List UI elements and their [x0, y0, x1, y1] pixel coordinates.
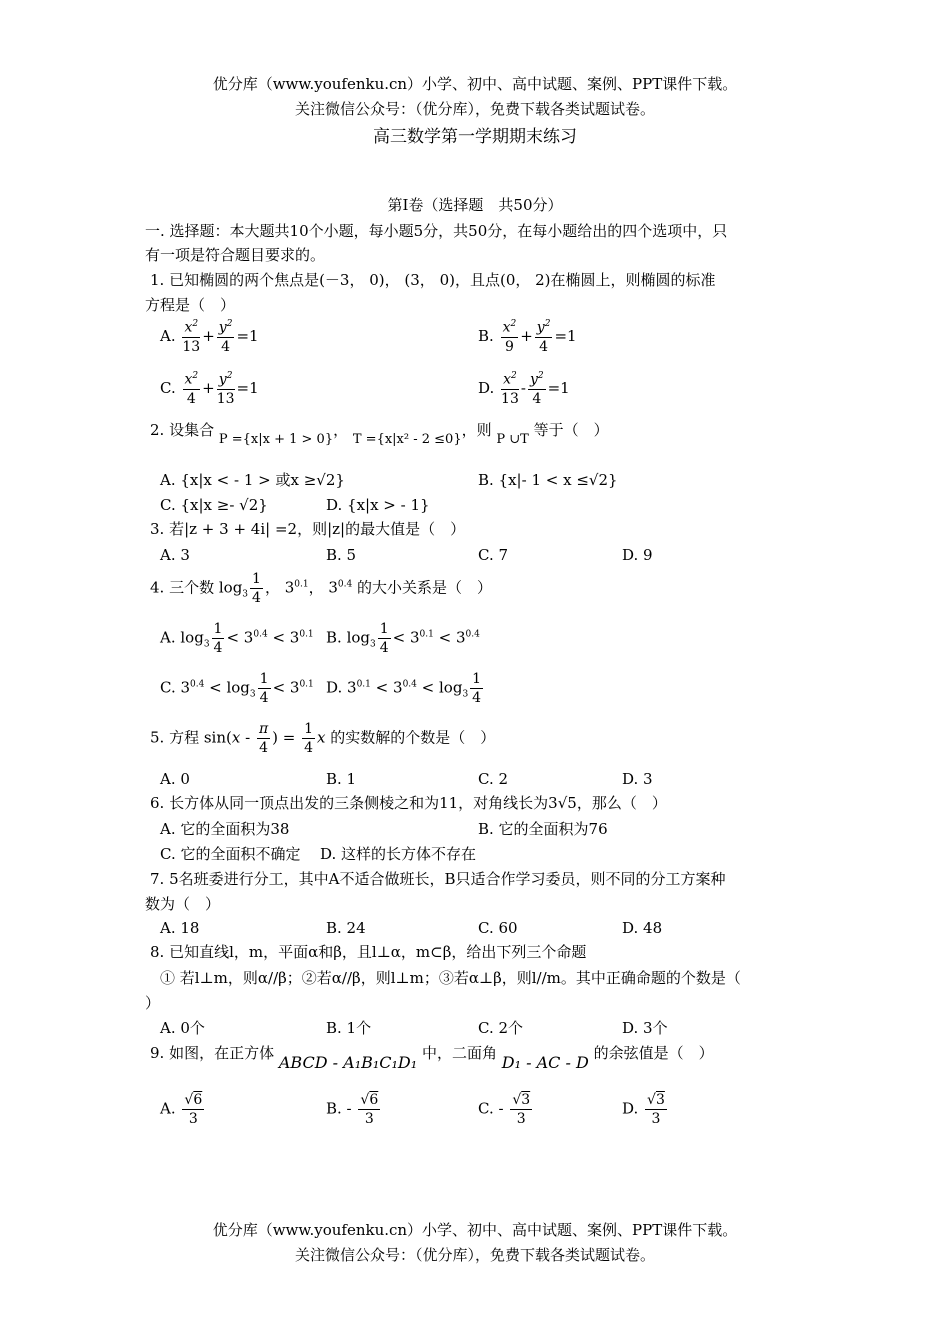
- q2-stem: 2. 设集合 P ={x|x + 1 > 0}， T ={x|x² - 2 ≤0}，则 P ∪T 等于（ ）: [150, 421, 609, 447]
- q7-option-d: D. 48: [622, 919, 663, 937]
- q5-stem: 5. 方程 sin(x - $\frac{\pi}{4}$ ) = $\frac{1}{4}$ x 的实数解的个数是（ ）: [150, 721, 496, 756]
- q8-stem-line-1: 8. 已知直线l，m，平面α和β，且l⊥α，m⊂β，给出下列三个命题: [150, 943, 587, 961]
- q9-stem: 9. 如图，在正方体 ABCD - A₁B₁C₁D₁ 中，二面角 D₁ - AC - D 的余弦值是（ ）: [150, 1044, 714, 1072]
- footer-line-2: 关注微信公众号：（优分库），免费下载各类试题试卷。: [294, 1246, 655, 1264]
- q6-option-c: C. 它的全面积不确定: [160, 845, 301, 863]
- q5-option-b: B. 1: [326, 770, 357, 788]
- q9-option-c: C. - $\frac{√3}{3}$: [478, 1092, 531, 1127]
- q2-option-c: C. {x|x ≥- √2}: [160, 496, 268, 514]
- q9-option-a: A. $\frac{√6}{3}$: [160, 1092, 203, 1127]
- q4-option-c: C. $3^{0.4} < \log_3$ $\frac{1}{4}$ < $3^{0.1}$: [160, 671, 314, 706]
- q1-stem-line-1: 1. 已知椭圆的两个焦点是(－3， 0)， (3， 0)，且点(0， 2)在椭圆上，则椭圆的标准: [150, 271, 716, 289]
- q4-option-a: A. $\log_3$ $\frac{1}{4}$ < $3^{0.4} < 3^{0.1}$: [160, 621, 314, 656]
- q8-option-c: C. 2个: [478, 1019, 524, 1037]
- q7-option-a: A. 18: [160, 919, 200, 937]
- q7-stem-line-2: 数为（ ）: [145, 895, 221, 913]
- q9-option-b: B. - $\frac{√6}{3}$: [326, 1092, 379, 1127]
- page-title: 高三数学第一学期期末练习: [373, 127, 577, 147]
- header-line-2: 关注微信公众号：（优分库），免费下载各类试题试卷。: [294, 100, 655, 118]
- q1-option-c: C. $\frac{x^2}{4}$ + $\frac{y^2}{13}$ =1: [160, 371, 259, 407]
- q1-stem-line-2: 方程是（ ）: [145, 296, 236, 314]
- q3-option-a: A. 3: [160, 546, 190, 564]
- q3-option-d: D. 9: [622, 546, 653, 564]
- q6-option-d: D. 这样的长方体不存在: [320, 845, 477, 863]
- q4-option-d: D. $3^{0.1} < 3^{0.4} < \log_3$ $\frac{1}{4}$: [326, 671, 482, 706]
- q3-option-c: C. 7: [478, 546, 509, 564]
- q1-option-d: D. $\frac{x^2}{13}$ - $\frac{y^2}{4}$ =1: [478, 371, 570, 407]
- q7-stem-line-1: 7. 5名班委进行分工，其中A不适合做班长，B只适合作学习委员，则不同的分工方案种: [150, 870, 726, 888]
- footer-line-1: 优分库（www.youfenku.cn）小学、初中、高中试题、案例、PPT课件下载。: [212, 1221, 738, 1239]
- q8-stem-line-2: ① 若l⊥m，则α//β；②若α//β，则l⊥m；③若α⊥β，则l//m。其中正确命题的个数是（: [160, 969, 741, 987]
- q2-option-b: B. {x|- 1 < x ≤√2}: [478, 471, 618, 489]
- q5-option-c: C. 2: [478, 770, 509, 788]
- q4-option-b: B. $\log_3$ $\frac{1}{4}$ < $3^{0.1} < 3^{0.4}$: [326, 621, 480, 656]
- q6-option-a: A. 它的全面积为38: [160, 820, 290, 838]
- instructions-line-1: 一. 选择题：本大题共10个小题，每小题5分，共50分，在每小题给出的四个选项中，只: [145, 222, 728, 240]
- q5-option-d: D. 3: [622, 770, 653, 788]
- q6-stem: 6. 长方体从同一顶点出发的三条侧棱之和为11，对角线长为3√5，那么（ ）: [150, 794, 667, 812]
- q8-option-d: D. 3个: [622, 1019, 668, 1037]
- q7-option-c: C. 60: [478, 919, 518, 937]
- section-title: 第I卷（选择题 共50分）: [387, 196, 563, 214]
- q5-option-a: A. 0: [160, 770, 190, 788]
- q3-option-b: B. 5: [326, 546, 357, 564]
- q7-option-b: B. 24: [326, 919, 366, 937]
- q8-option-b: B. 1个: [326, 1019, 372, 1037]
- q3-stem: 3. 若|z + 3 + 4i| =2，则|z|的最大值是（ ）: [150, 520, 466, 538]
- q9-option-d: D. $\frac{√3}{3}$: [622, 1092, 665, 1127]
- header-line-1: 优分库（www.youfenku.cn）小学、初中、高中试题、案例、PPT课件下载。: [212, 75, 738, 93]
- q4-stem: 4. 三个数 $\log_3$ $\frac{1}{4}$ ， $3^{0.1}$， $3^{0.4}$ 的大小关系是（ ）: [150, 571, 493, 606]
- q2-option-d: D. {x|x > - 1}: [326, 496, 430, 514]
- instructions-line-2: 有一项是符合题目要求的。: [145, 246, 326, 264]
- q6-option-b: B. 它的全面积为76: [478, 820, 608, 838]
- q8-stem-line-3: ）: [145, 994, 161, 1012]
- q1-option-a: A. $\frac{x^2}{13}$ + $\frac{y^2}{4}$ =1: [160, 319, 259, 355]
- q1-option-b: B. $\frac{x^2}{9}$ + $\frac{y^2}{4}$ =1: [478, 319, 577, 355]
- q2-option-a: A. {x|x < - 1 > 或x ≥√2}: [160, 471, 345, 489]
- q8-option-a: A. 0个: [160, 1019, 205, 1037]
